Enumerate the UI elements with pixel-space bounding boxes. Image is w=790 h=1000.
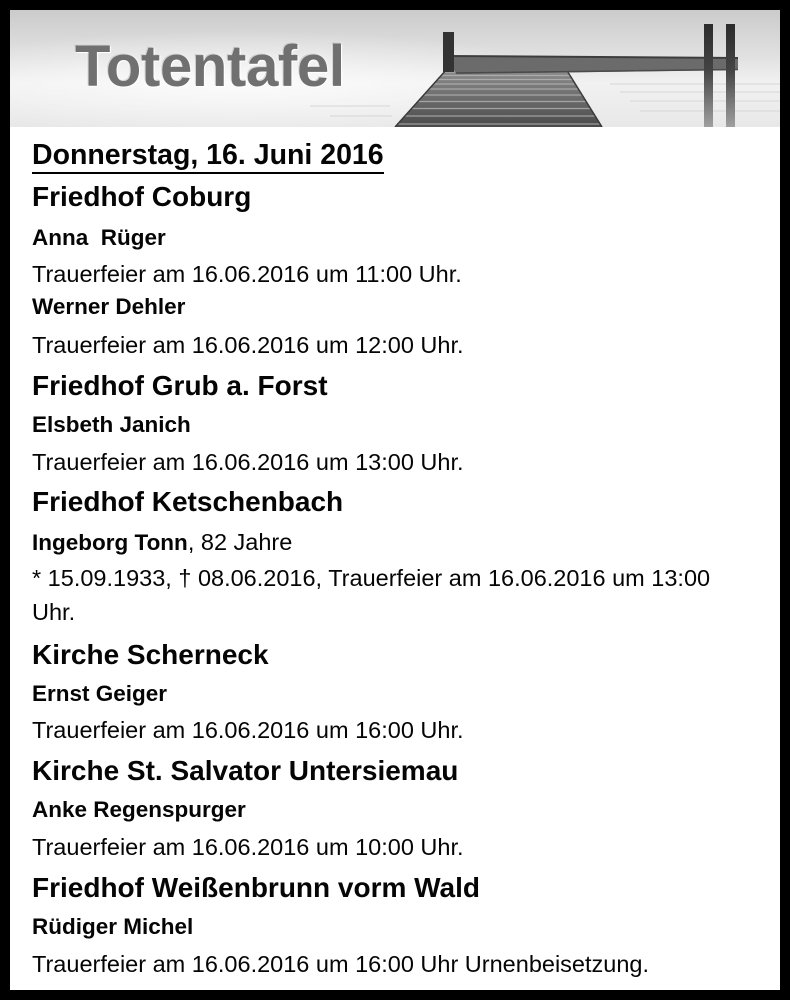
service-details: Trauerfeier am 16.06.2016 um 13:00 Uhr.: [32, 449, 464, 475]
deceased-name: Werner Dehler: [32, 294, 186, 319]
pier-post-right: [726, 24, 735, 127]
cemetery-heading: Friedhof Coburg: [32, 181, 252, 212]
date-heading: Donnerstag, 16. Juni 2016: [32, 138, 384, 174]
service-details: Trauerfeier am 16.06.2016 um 11:00 Uhr.: [32, 261, 462, 287]
cemetery-heading: Friedhof Ketschenbach: [32, 486, 344, 517]
service-details: Trauerfeier am 16.06.2016 um 10:00 Uhr.: [32, 834, 464, 860]
deceased-name: Ernst Geiger: [32, 681, 168, 706]
deceased-name: Ingeborg Tonn: [32, 530, 188, 555]
cemetery-heading: Friedhof Grub a. Forst: [32, 370, 328, 401]
age-text: , 82 Jahre: [187, 529, 293, 555]
pier-post-left: [443, 32, 454, 72]
service-details: Trauerfeier am 16.06.2016 um 16:00 Uhr.: [32, 717, 464, 743]
cemetery-heading: Friedhof Weißenbrunn vorm Wald: [32, 872, 480, 903]
service-details: Trauerfeier am 16.06.2016 um 16:00 Uhr Urnenbeisetzung.: [32, 951, 650, 977]
banner-title: Totentafel: [75, 34, 345, 99]
pier-post-right: [704, 24, 713, 127]
header-banner: [10, 10, 780, 127]
service-details: Trauerfeier am 16.06.2016 um 12:00 Uhr.: [32, 332, 464, 358]
church-heading: Kirche St. Salvator Untersiemau: [32, 755, 459, 786]
deceased-name: Rüdiger Michel: [32, 914, 194, 939]
deceased-name: Anna Rüger: [32, 225, 166, 250]
service-details: * 15.09.1933, † 08.06.2016, Trauerfeier am 16.06.2016 um 13:00 Uhr.: [32, 565, 711, 625]
deceased-name: Anke Regenspurger: [32, 797, 246, 822]
deceased-name-line: [32, 528, 292, 557]
church-heading: Kirche Scherneck: [32, 639, 269, 670]
deceased-name: Elsbeth Janich: [32, 412, 191, 437]
